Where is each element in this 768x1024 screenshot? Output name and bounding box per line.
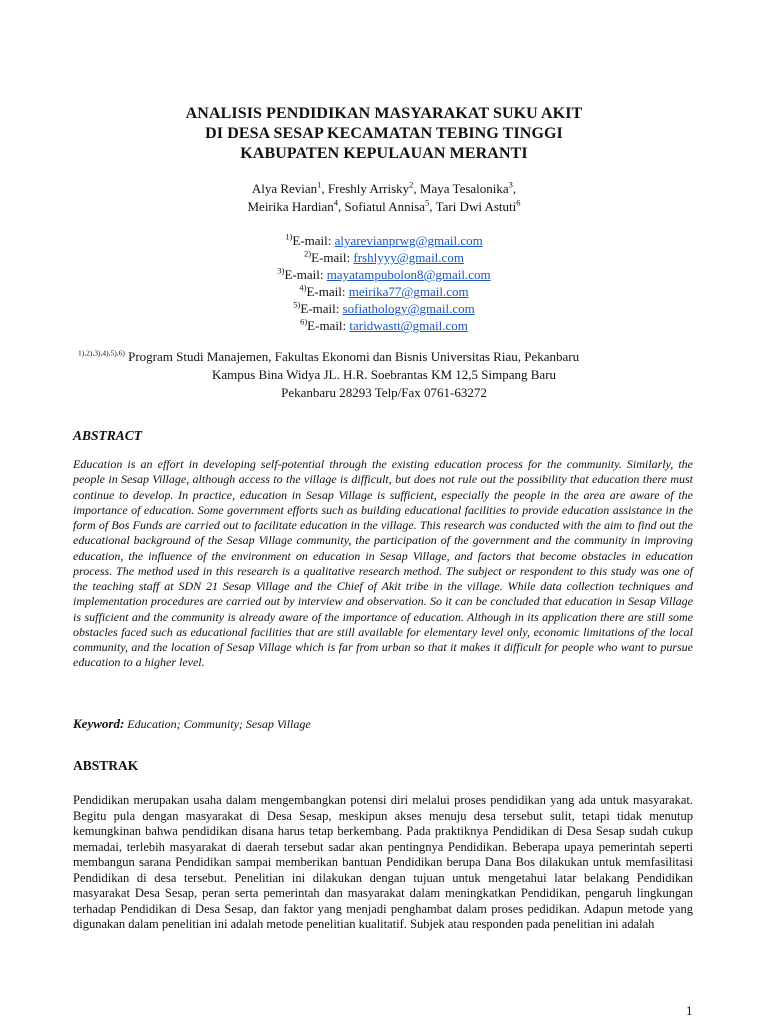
email-label: E-mail:: [306, 284, 349, 299]
paper-title: [0, 104, 768, 164]
email-sup: 6): [300, 316, 308, 327]
title-line-1: ANALISIS PENDIDIKAN MASYARAKAT SUKU AKIT: [185, 105, 583, 122]
email-line: [0, 249, 768, 266]
keyword-text: Education; Community; Sesap Village: [124, 717, 311, 731]
author-name: Alya Revian: [251, 181, 318, 196]
keywords: [73, 716, 311, 732]
author-name: Maya Tesalonika: [419, 181, 509, 196]
email-link[interactable]: meirika77@gmail.com: [348, 284, 469, 299]
email-sup: 3): [277, 265, 285, 276]
author-sup: 6: [516, 197, 521, 208]
page-number: 1: [686, 1003, 693, 1018]
email-link[interactable]: frshlyyy@gmail.com: [353, 250, 464, 265]
abstrak-heading: ABSTRAK: [73, 758, 139, 773]
author-name: Tari Dwi Astuti: [435, 199, 517, 214]
email-sup: 2): [304, 248, 312, 259]
affiliation-line-1: [78, 348, 579, 366]
affiliation-sup: 1),2),3),4),5),6): [78, 348, 125, 358]
email-link[interactable]: mayatampubolon8@gmail.com: [326, 267, 491, 282]
affiliation-line-2: Kampus Bina Widya JL. H.R. Soebrantas KM 12,5 Simpang Baru: [211, 367, 557, 382]
email-label: E-mail:: [284, 267, 327, 282]
author-sup: 1: [317, 179, 322, 190]
email-line: [0, 317, 768, 334]
abstrak-body: Pendidikan merupakan usaha dalam mengembangkan potensi diri melalui proses pendidikan yang ada untuk masyarakat. Begitu pula dengan masyarakat di Desa Sesap, meskipun akses menuju desa tersebut sulit, tetapi tidak menutup kemungkinan bahwa pendidikan disana harus tetap berkembang. Pada praktiknya Pendidikan di Desa Sesap sudah cukup memadai, terlebih masyarakat di daerah tersebut sadar akan pentingnya Pendidikan. Beberapa upaya pemerintah seperti membangun sarana Pendidikan sampai memberikan bantuan Pendidikan berupa Dana Bos dilakukan untuk memfasilitasi Pendidikan di desa tersebut. Penelitian ini dilakukan dengan tujuan untuk mengetahui latar belakang Pendidikan masyarakat Desa Sesap, peran serta pemerintah dan masyarakat dalam meningkatkan Pendidikan, pengaruh lingkungan terhadap Pendidikan di Desa Sesap, dan faktor yang menjadi penghambat dalam proses pedidikan. Adapun metode yang digunakan dalam penelitian ini adalah metode penelitian kualitatif. Subjek atau responden pada penelitian ini adalah: [73, 793, 693, 931]
affiliation-line-3: Pekanbaru 28293 Telp/Fax 0761-63272: [281, 385, 487, 400]
email-link[interactable]: alyarevianprwg@gmail.com: [334, 233, 483, 248]
email-line: [0, 300, 768, 317]
title-line-3: KABUPATEN KEPULAUAN MERANTI: [240, 145, 528, 162]
author-name: Freshly Arrisky: [327, 181, 410, 196]
abstract-heading: ABSTRACT: [73, 428, 143, 443]
email-line: [0, 283, 768, 300]
keyword-label: Keyword:: [73, 716, 125, 731]
author-sup: 5: [425, 197, 430, 208]
author-line-1: Alya Revian$^1$, Freshly Arrisky$^2$, Maya Tesalonika$^3$,: [251, 179, 517, 196]
author-line-2: Meirika Hardian$^4$, Sofiatul Annisa$^5$, Tari Dwi Astuti$^6$: [247, 197, 521, 214]
affiliation-text: Program Studi Manajemen, Fakultas Ekonomi dan Bisnis Universitas Riau, Pekanbaru: [124, 349, 580, 364]
email-sup: 5): [293, 299, 301, 310]
email-list: [0, 232, 768, 334]
email-line: [0, 266, 768, 283]
email-line: [0, 232, 768, 249]
email-label: E-mail:: [307, 318, 350, 333]
author-name: Meirika Hardian: [247, 199, 334, 214]
email-sup: 4): [299, 282, 307, 293]
email-link[interactable]: sofiathology@gmail.com: [342, 301, 475, 316]
email-label: E-mail:: [311, 250, 354, 265]
email-sup: 1): [285, 231, 293, 242]
author-name: Sofiatul Annisa: [344, 199, 426, 214]
author-list: [0, 180, 768, 216]
author-sup: 3: [508, 179, 513, 190]
author-sup: 2: [409, 179, 414, 190]
email-label: E-mail:: [300, 301, 343, 316]
title-line-2: DI DESA SESAP KECAMATAN TEBING TINGGI: [205, 125, 563, 142]
email-label: E-mail:: [292, 233, 335, 248]
author-sup: 4: [333, 197, 339, 208]
email-link[interactable]: taridwastt@gmail.com: [349, 318, 468, 333]
abstract-body: Education is an effort in developing self-potential through the existing education process for the community. Similarly, the people in Sesap Village, although access to the village is difficult, but does not rule out the possibility that education there must continue to develop. In practice, education in Sesap Village is sufficient, especially the people in the area are aware of the importance of education. Some government efforts such as building educational facilities to provide education assistance in the form of Bos Funds are carried out to facilitate education in the village. This research was conducted with the aim to find out the educational background of the Sesap Village community, the participation of the government and the community in improving education, the influence of the environment on education in Sesap Village, and factors that become obstacles in education process. The method used in this research is a qualitative research method. The subject or respondent to this study was one of the teaching staff at SDN 21 Sesap Village and the Chief of Akit tribe in the village. While data collection techniques and implementation procedures are carried out by interview and observation. So it can be concluded that education in Sesap Village is sufficient and the community is already aware of the importance of education. Although in its application there are still some obstacles faced such as educational facilities that are still available for elementary level only, economic limitations of the local community, and the location of Sesap Village which is far from urban so that it makes it difficult for people who want to pursue education to a higher level.: [73, 457, 693, 670]
